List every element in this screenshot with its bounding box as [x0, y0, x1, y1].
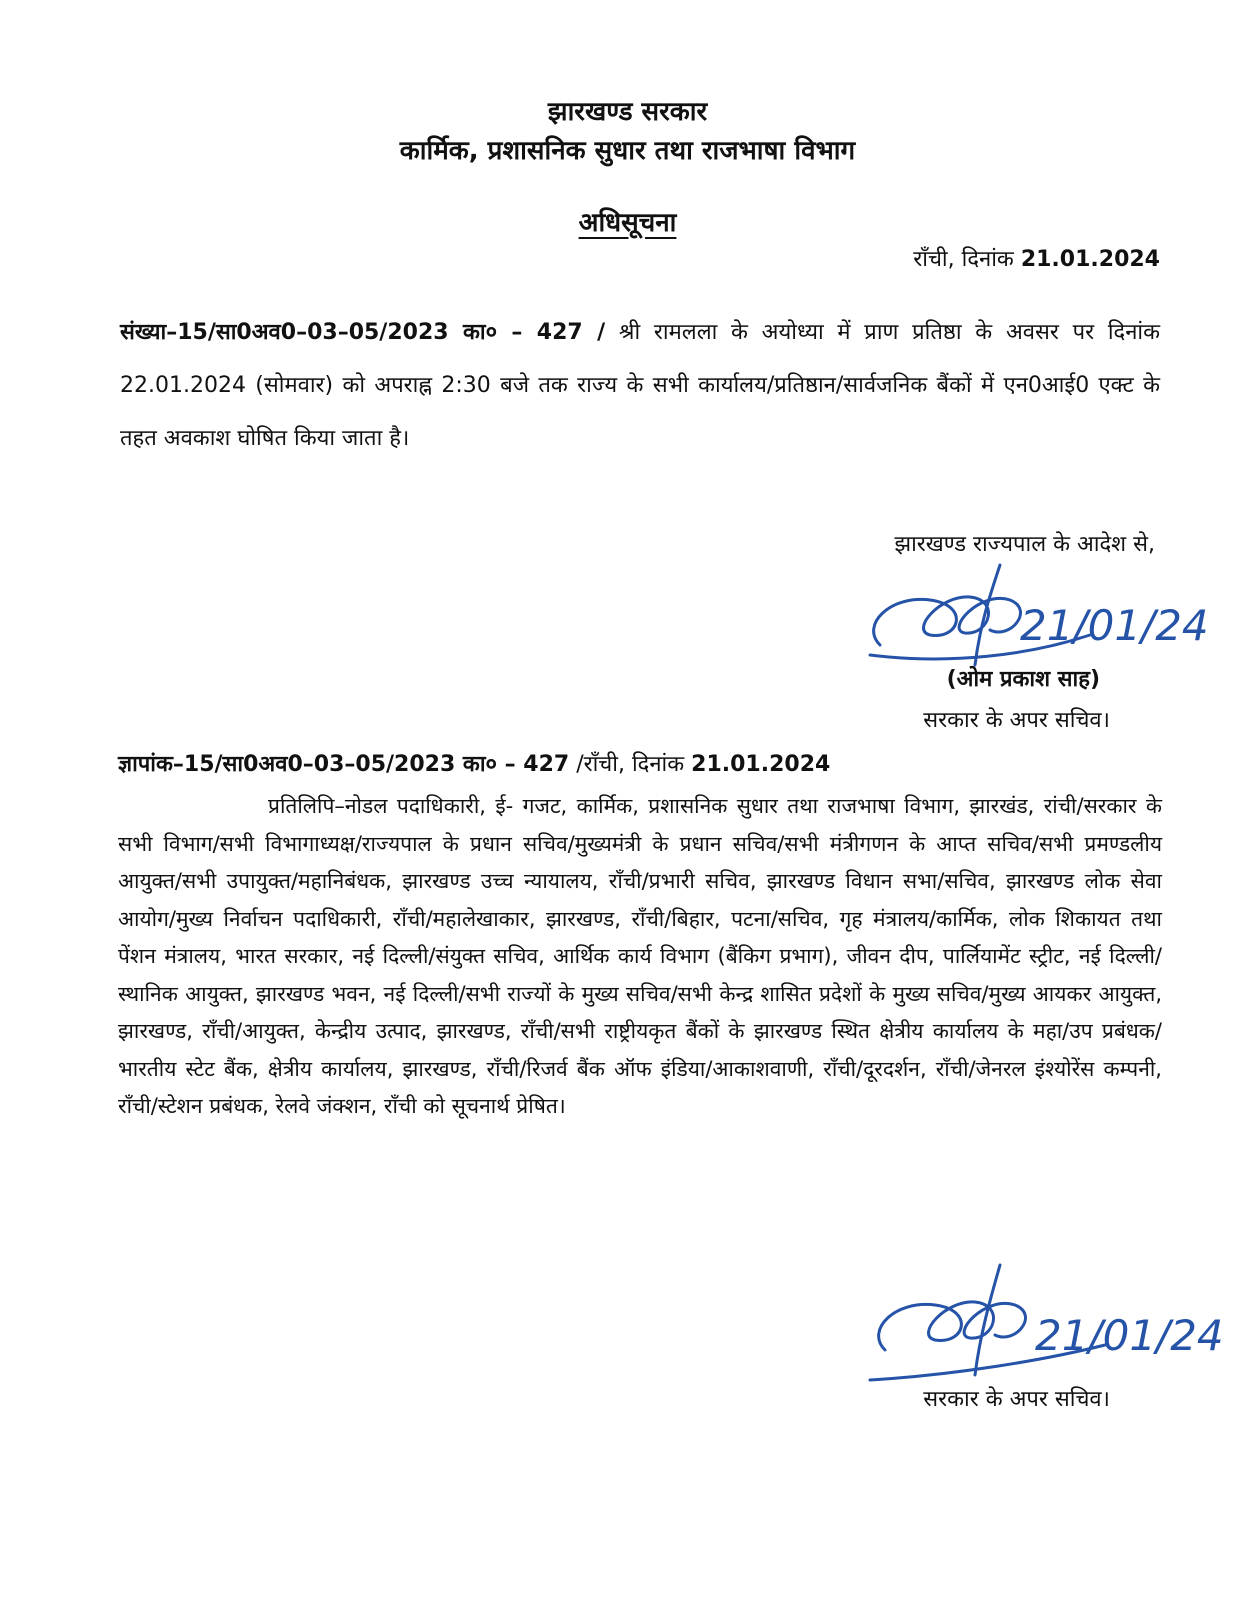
notification-text: श्री रामलला के अयोध्या में प्राण प्रतिष्ठा के अवसर पर दिनांक 22.01.2024 (सोमवार) को अपराह्न 2:30 बजे तक राज्य के सभी कार्यालय/प्रतिष्ठान/सार्वजनिक बैंकों में एन0आई0 एक्ट के तहत अवकाश घोषित किया जाता है। [120, 320, 1161, 451]
government-title: झारखण्ड सरकार [547, 97, 708, 127]
department-title: कार्मिक, प्रशासनिक सुधार तथा राजभाषा विभाग [399, 136, 856, 166]
notification-heading: अधिसूचना [578, 208, 677, 238]
memo-place-date-label: /राँची, दिनांक [576, 752, 685, 777]
copy-to-text: प्रतिलिपि–नोडल पदाधिकारी, ई- गजट, कार्मिक, प्रशासनिक सुधार तथा राजभाषा विभाग, झारखंड, रांची/सरकार के सभी विभाग/सभी विभागाध्यक्ष/राज्यपाल के प्रधान सचिव/मुख्यमंत्री के प्रधान सचिव/सभी मंत्रीगणन के आप्त सचिव/सभी प्रमण्डलीय आयुक्त/सभी उपायुक्त/महानिबंधक, झारखण्ड उच्च न्यायालय, राँची/प्रभारी सचिव, झारखण्ड विधान सभा/सचिव, झारखण्ड लोक सेवा आयोग/मुख्य निर्वाचन पदाधिकारी, राँची/महालेखाकार, झारखण्ड, राँची/बिहार, पटना/सचिव, गृह मंत्रालय/कार्मिक, लोक शिकायत तथा पेंशन मंत्रालय, भारत सरकार, नई दिल्ली/संयुक्त सचिव, आर्थिक कार्य विभाग (बैंकिग प्रभाग), जीवन दीप, पार्लियामेंट स्ट्रीट, नई दिल्ली/स्थानिक आयुक्त, झारखण्ड भवन, नई दिल्ली/सभी राज्यों के मुख्य सचिव/सभी केन्द्र शासित प्रदेशों के मुख्य सचिव/मुख्य आयकर आयुक्त, झारखण्ड, राँची/आयुक्त, केन्द्रीय उत्पाद, झारखण्ड, राँची/सभी राष्ट्रीयकृत बैंकों के झारखण्ड स्थित क्षेत्रीय कार्यालय के महा/उप प्रबंधक/भारतीय स्टेट बैंक, क्षेत्रीय कार्यालय, झारखण्ड, राँची/रिजर्व बैंक ऑफ इंडिया/आकाशवाणी, राँची/दूरदर्शन, राँची/जेनरल इंश्योरेंस कम्पनी, राँची/स्टेशन प्रबंधक, रेलवे जंक्शन, राँची को सूचनार्थ प्रेषित। [118, 794, 1162, 1118]
signature-date-2: 21/01/24 [1035, 1311, 1224, 1360]
signature-date-1: 21/01/24 [1020, 601, 1209, 650]
place-date-label: राँची, दिनांक [913, 247, 1014, 272]
copy-distribution-list [118, 788, 1162, 1126]
governor-order-line: झारखण्ड राज्यपाल के आदेश से, [894, 532, 1155, 557]
signatory-designation: सरकार के अपर सचिव। [923, 708, 1110, 733]
signatory-name: (ओम प्रकाश साह) [946, 667, 1100, 692]
memo-reference: ज्ञापांक–15/सा0अव0–03–05/2023 का० – 427 [118, 752, 570, 777]
handwritten-signature-2 [855, 1260, 1224, 1400]
notification-body [120, 306, 1160, 465]
memo-reference-line [118, 748, 830, 778]
notification-reference: संख्या–15/सा0अव0–03–05/2023 का० – 427 / [120, 320, 606, 345]
memo-designation: सरकार के अपर सचिव। [923, 1387, 1110, 1412]
notification-date: 21.01.2024 [1020, 247, 1160, 272]
notification-date-line [913, 243, 1160, 273]
memo-date: 21.01.2024 [691, 752, 831, 777]
